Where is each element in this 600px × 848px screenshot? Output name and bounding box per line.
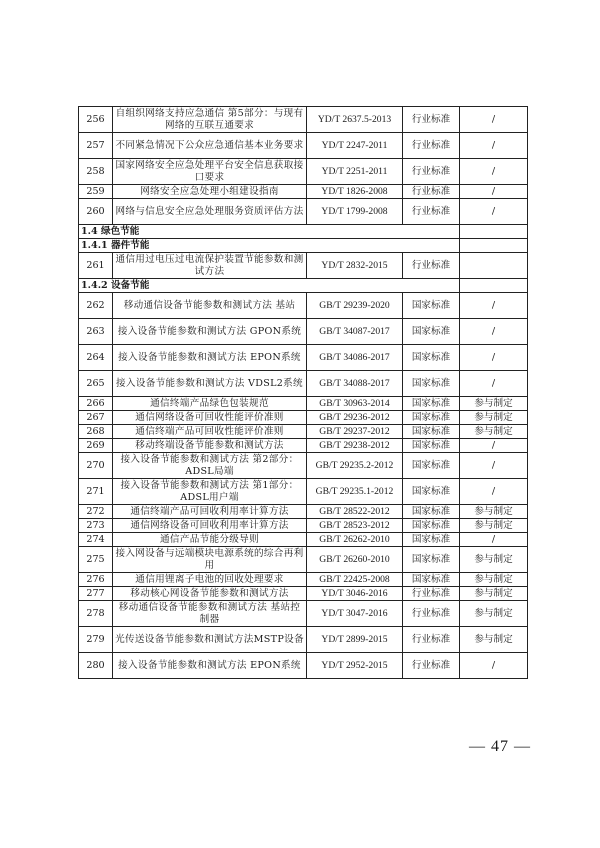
table-row	[79, 505, 528, 519]
standard-type-cell: 国家标准	[403, 397, 460, 411]
standard-type-cell: 国家标准	[403, 519, 460, 533]
participation-status-cell: /	[460, 159, 528, 185]
standard-name-cell: 接入设备节能参数和测试方法 第2部分：ADSL局端	[113, 453, 307, 479]
standard-type-cell: 行业标准	[403, 253, 460, 279]
row-number-cell: 259	[79, 185, 113, 199]
standard-type-cell: 国家标准	[403, 533, 460, 547]
participation-status-cell: 参与制定	[460, 411, 528, 425]
row-number-cell: 257	[79, 133, 113, 159]
section-header-row	[79, 239, 528, 253]
row-number-cell: 275	[79, 547, 113, 573]
standard-code-cell: YD/T 2637.5-2013	[307, 107, 403, 133]
standard-name-cell: 不同紧急情况下公众应急通信基本业务要求	[113, 133, 307, 159]
standard-code-cell: YD/T 2952-2015	[307, 653, 403, 679]
standard-code-cell: YD/T 1799-2008	[307, 199, 403, 225]
participation-status-cell: /	[460, 293, 528, 319]
table-row	[79, 627, 528, 653]
participation-status-cell: 参与制定	[460, 425, 528, 439]
participation-status-cell: /	[460, 479, 528, 505]
standard-name-cell: 通信网络设备可回收利用率计算方法	[113, 519, 307, 533]
standard-name-cell: 通信终端产品可回收性能评价准则	[113, 425, 307, 439]
standard-type-cell: 国家标准	[403, 319, 460, 345]
table-row	[79, 547, 528, 573]
standard-name-cell: 移动通信设备节能参数和测试方法 基站控制器	[113, 601, 307, 627]
standard-name-cell: 通信网络设备可回收性能评价准则	[113, 411, 307, 425]
standards-table-body	[79, 107, 528, 679]
participation-status-cell	[460, 253, 528, 279]
standard-code-cell: GB/T 29238-2012	[307, 439, 403, 453]
standard-name-cell: 接入设备节能参数和测试方法 VDSL2系统	[113, 371, 307, 397]
table-row	[79, 371, 528, 397]
table-row	[79, 345, 528, 371]
standard-type-cell: 国家标准	[403, 573, 460, 587]
table-row	[79, 199, 528, 225]
participation-status-cell: 参与制定	[460, 547, 528, 573]
standard-name-cell: 通信终端产品可回收利用率计算方法	[113, 505, 307, 519]
standard-type-cell: 国家标准	[403, 411, 460, 425]
table-row	[79, 107, 528, 133]
table-row	[79, 573, 528, 587]
standard-name-cell: 自组织网络支持应急通信 第5部分：与现有网络的互联互通要求	[113, 107, 307, 133]
participation-status-cell: 参与制定	[460, 397, 528, 411]
table-row	[79, 319, 528, 345]
standard-name-cell: 通信产品节能分级导则	[113, 533, 307, 547]
standard-type-cell: 国家标准	[403, 439, 460, 453]
standard-type-cell: 行业标准	[403, 107, 460, 133]
standard-type-cell: 行业标准	[403, 601, 460, 627]
row-number-cell: 274	[79, 533, 113, 547]
standard-type-cell: 行业标准	[403, 159, 460, 185]
standard-type-cell: 国家标准	[403, 505, 460, 519]
table-row	[79, 479, 528, 505]
table-row	[79, 253, 528, 279]
standard-code-cell: GB/T 29237-2012	[307, 425, 403, 439]
standard-type-cell: 国家标准	[403, 479, 460, 505]
table-row	[79, 185, 528, 199]
standard-code-cell: YD/T 2899-2015	[307, 627, 403, 653]
standard-code-cell: GB/T 34086-2017	[307, 345, 403, 371]
table-row	[79, 519, 528, 533]
standard-code-cell: GB/T 29239-2020	[307, 293, 403, 319]
standard-code-cell: YD/T 2832-2015	[307, 253, 403, 279]
standard-type-cell: 行业标准	[403, 587, 460, 601]
row-number-cell: 271	[79, 479, 113, 505]
standard-code-cell: YD/T 1826-2008	[307, 185, 403, 199]
standard-code-cell: YD/T 2251-2011	[307, 159, 403, 185]
participation-status-cell: /	[460, 319, 528, 345]
section-header-row	[79, 225, 528, 239]
row-number-cell: 256	[79, 107, 113, 133]
row-number-cell: 269	[79, 439, 113, 453]
standard-name-cell: 网络与信息安全应急处理服务资质评估方法	[113, 199, 307, 225]
row-number-cell: 268	[79, 425, 113, 439]
participation-status-cell: /	[460, 185, 528, 199]
standard-type-cell: 国家标准	[403, 425, 460, 439]
row-number-cell: 280	[79, 653, 113, 679]
table-row	[79, 453, 528, 479]
table-row	[79, 397, 528, 411]
participation-status-cell: 参与制定	[460, 519, 528, 533]
participation-status-cell: /	[460, 133, 528, 159]
row-number-cell: 264	[79, 345, 113, 371]
standard-type-cell: 国家标准	[403, 371, 460, 397]
standard-name-cell: 通信用锂离子电池的回收处理要求	[113, 573, 307, 587]
table-row	[79, 133, 528, 159]
standard-code-cell: GB/T 28522-2012	[307, 505, 403, 519]
participation-status-cell: /	[460, 345, 528, 371]
standard-type-cell: 行业标准	[403, 133, 460, 159]
standard-code-cell: GB/T 22425-2008	[307, 573, 403, 587]
table-row	[79, 159, 528, 185]
participation-status-cell: 参与制定	[460, 573, 528, 587]
standard-type-cell: 国家标准	[403, 293, 460, 319]
participation-status-cell: /	[460, 453, 528, 479]
standard-type-cell: 行业标准	[403, 653, 460, 679]
standard-name-cell: 移动终端设备节能参数和测试方法	[113, 439, 307, 453]
table-row	[79, 293, 528, 319]
page-number: — 47 —	[469, 738, 531, 755]
table-row	[79, 533, 528, 547]
participation-status-cell: 参与制定	[460, 627, 528, 653]
table-row	[79, 587, 528, 601]
section-title: 1.4.1 器件节能	[79, 239, 460, 253]
standard-type-cell: 行业标准	[403, 627, 460, 653]
standard-name-cell: 光传送设备节能参数和测试方法MSTP设备	[113, 627, 307, 653]
participation-status-cell: /	[460, 439, 528, 453]
row-number-cell: 265	[79, 371, 113, 397]
standard-code-cell: GB/T 26260-2010	[307, 547, 403, 573]
standard-name-cell: 接入设备节能参数和测试方法 GPON系统	[113, 319, 307, 345]
standard-name-cell: 移动通信设备节能参数和测试方法 基站	[113, 293, 307, 319]
standard-code-cell: YD/T 2247-2011	[307, 133, 403, 159]
participation-status-cell: /	[460, 653, 528, 679]
standard-code-cell: GB/T 34087-2017	[307, 319, 403, 345]
row-number-cell: 277	[79, 587, 113, 601]
standard-code-cell: GB/T 28523-2012	[307, 519, 403, 533]
section-title: 1.4.2 设备节能	[79, 279, 460, 293]
row-number-cell: 266	[79, 397, 113, 411]
row-number-cell: 260	[79, 199, 113, 225]
participation-status-cell: /	[460, 199, 528, 225]
standard-code-cell: GB/T 29235.1-2012	[307, 479, 403, 505]
section-empty-cell	[460, 279, 528, 293]
row-number-cell: 270	[79, 453, 113, 479]
standard-code-cell: GB/T 29235.2-2012	[307, 453, 403, 479]
standard-code-cell: GB/T 29236-2012	[307, 411, 403, 425]
standard-name-cell: 通信用过电压过电流保护装置节能参数和测试方法	[113, 253, 307, 279]
standard-name-cell: 网络安全应急处理小组建设指南	[113, 185, 307, 199]
standard-name-cell: 接入网设备与远端模块电源系统的综合再利用	[113, 547, 307, 573]
row-number-cell: 258	[79, 159, 113, 185]
standard-type-cell: 行业标准	[403, 199, 460, 225]
row-number-cell: 272	[79, 505, 113, 519]
standard-type-cell: 国家标准	[403, 547, 460, 573]
row-number-cell: 267	[79, 411, 113, 425]
table-row	[79, 425, 528, 439]
row-number-cell: 261	[79, 253, 113, 279]
row-number-cell: 263	[79, 319, 113, 345]
standard-name-cell: 国家网络安全应急处理平台安全信息获取接口要求	[113, 159, 307, 185]
table-row	[79, 439, 528, 453]
standards-table	[78, 106, 528, 679]
row-number-cell: 276	[79, 573, 113, 587]
standard-name-cell: 接入设备节能参数和测试方法 EPON系统	[113, 345, 307, 371]
participation-status-cell: /	[460, 107, 528, 133]
section-empty-cell	[460, 239, 528, 253]
standard-code-cell: GB/T 30963-2014	[307, 397, 403, 411]
standard-code-cell: GB/T 26262-2010	[307, 533, 403, 547]
standard-code-cell: YD/T 3047-2016	[307, 601, 403, 627]
standard-code-cell: YD/T 3046-2016	[307, 587, 403, 601]
section-empty-cell	[460, 225, 528, 239]
row-number-cell: 278	[79, 601, 113, 627]
section-title: 1.4 绿色节能	[79, 225, 460, 239]
participation-status-cell: /	[460, 371, 528, 397]
participation-status-cell: 参与制定	[460, 505, 528, 519]
standard-name-cell: 通信终端产品绿色包装规范	[113, 397, 307, 411]
participation-status-cell: /	[460, 533, 528, 547]
standard-type-cell: 行业标准	[403, 185, 460, 199]
table-row	[79, 411, 528, 425]
section-header-row	[79, 279, 528, 293]
participation-status-cell: 参与制定	[460, 601, 528, 627]
row-number-cell: 273	[79, 519, 113, 533]
standard-name-cell: 移动核心网设备节能参数和测试方法	[113, 587, 307, 601]
table-row	[79, 601, 528, 627]
row-number-cell: 262	[79, 293, 113, 319]
participation-status-cell: 参与制定	[460, 587, 528, 601]
row-number-cell: 279	[79, 627, 113, 653]
standard-type-cell: 国家标准	[403, 453, 460, 479]
standard-code-cell: GB/T 34088-2017	[307, 371, 403, 397]
table-row	[79, 653, 528, 679]
standard-name-cell: 接入设备节能参数和测试方法 EPON系统	[113, 653, 307, 679]
standard-type-cell: 国家标准	[403, 345, 460, 371]
standard-name-cell: 接入设备节能参数和测试方法 第1部分：ADSL用户端	[113, 479, 307, 505]
